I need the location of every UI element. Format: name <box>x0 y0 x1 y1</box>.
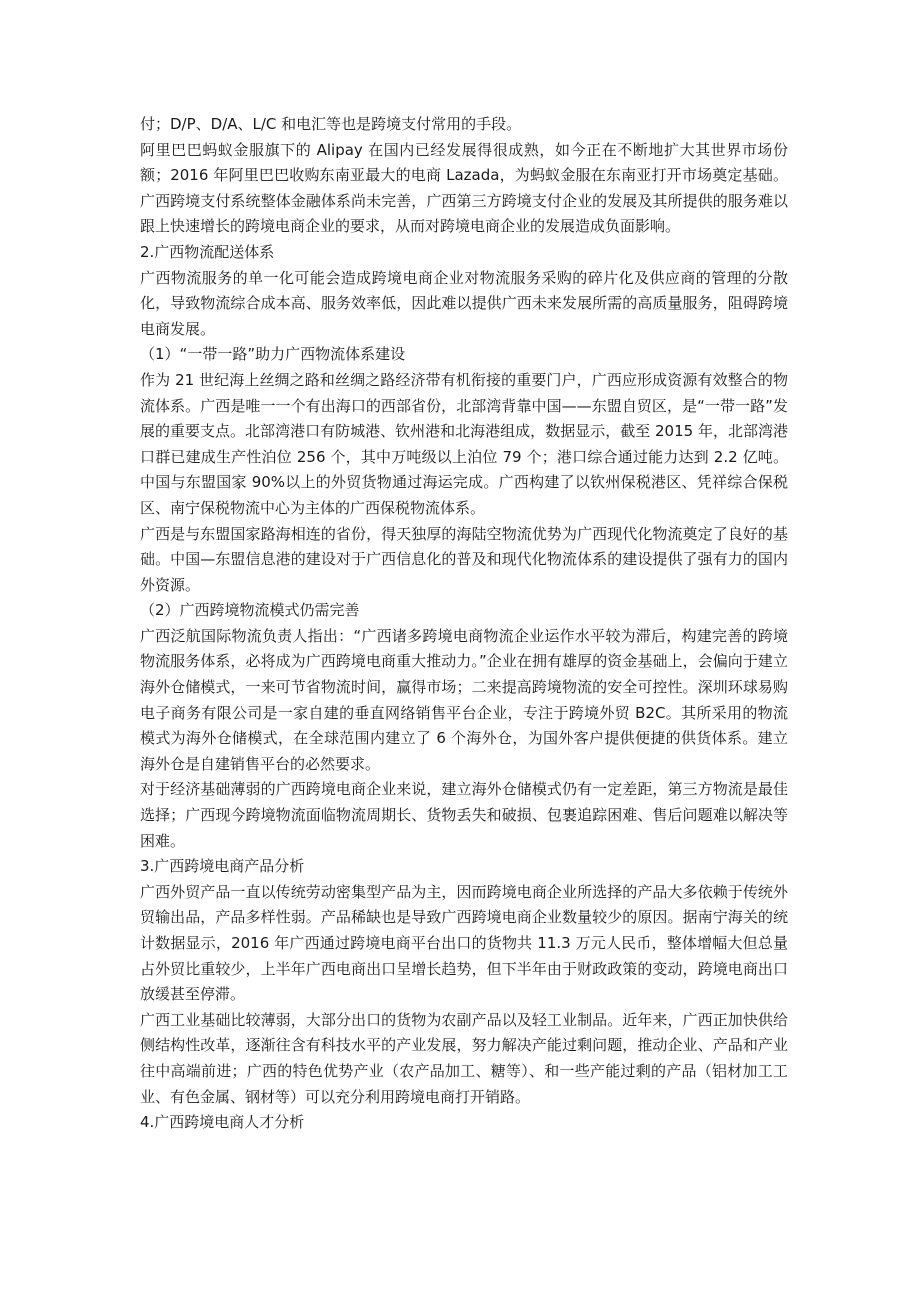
paragraph-payment-methods: 付；D/P、D/A、L/C 和电汇等也是跨境支付常用的手段。 <box>140 115 522 133</box>
paragraph-asean-advantage: 广西是与东盟国家路海相连的省份，得天独厚的海陆空物流优势为广西现代化物流奠定了良好的基础。中国—东盟信息港的建设对于广西信息化的普及和现代化物流体系的建设提供了强有力的国内外资源。 <box>140 524 788 594</box>
paragraph-alipay: 阿里巴巴蚂蚁金服旗下的 Alipay 在国内已经发展得很成熟，如今正在不断地扩大其世界市场份额；2016 年阿里巴巴收购东南亚最大的电商 Lazada，为蚂蚁金服在东南亚打开市场奠定基础。广西跨境支付系统整体金融体系尚未完善，广西第三方跨境支付企业的发展及其所提供的服务难以跟上快速增长的跨境电商企业的要求，从而对跨境电商企业的发展造成负面影响。 <box>140 140 788 236</box>
paragraph-beibu-gulf: 作为 21 世纪海上丝绸之路和丝绸之路经济带有机衔接的重要门户，广西应形成资源有效整合的物流体系。广西是唯一一个有出海口的西部省份，北部湾背靠中国——东盟自贸区，是“一带一路”发展的重要支点。北部湾港口有防城港、钦州港和北海港组成，数据显示，截至 2015 年，北部湾港口群已建成生产性泊位 256 个，其中万吨级以上泊位 79 个；港口综合通过能力达到 2.2 亿吨。中国与东盟国家 90%以上的外贸货物通过海运完成。广西构建了以钦州保税港区、凭祥综合保税区、南宁保税物流中心为主体的广西保税物流体系。 <box>140 370 788 517</box>
paragraph-trade-products: 广西外贸产品一直以传统劳动密集型产品为主，因而跨境电商企业所选择的产品大多依赖于传统外贸输出品，产品多样性弱。产品稀缺也是导致广西跨境电商企业数量较少的原因。据南宁海关的统计数据显示，2016 年广西通过跨境电商平台出口的货物共 11.3 万元人民币，整体增幅大但总量占外贸比重较少，上半年广西电商出口呈增长趋势，但下半年由于财政政策的变动，跨境电商出口放缓甚至停滞。 <box>140 882 788 1004</box>
paragraph-industry-base: 广西工业基础比较薄弱，大部分出口的货物为农副产品以及轻工业制品。近年来，广西正加快供给侧结构性改革，逐渐往含有科技水平的产业发展，努力解决产能过剩问题，推动企业、产品和产业往中高端前进；广西的特色优势产业（农产品加工、糖等）、和一些产能过剩的产品（铝材加工工业、有色金属、钢材等）可以充分利用跨境电商打开销路。 <box>140 1010 788 1106</box>
document-page <box>140 112 788 1136</box>
paragraph-overseas-warehouse: 广西泛航国际物流负责人指出：“广西诸多跨境电商物流企业运作水平较为滞后，构建完善的跨境物流服务体系，必将成为广西跨境电商重大推动力。”企业在拥有雄厚的资金基础上，会偏向于建立海外仓储模式，一来可节省物流时间，赢得市场；二来提高跨境物流的安全可控性。深圳环球易购电子商务有限公司是一家自建的垂直网络销售平台企业，专注于跨境外贸 B2C。其所采用的物流模式为海外仓储模式，在全球范围内建立了 6 个海外仓，为国外客户提供便捷的供货体系。建立海外仓是自建销售平台的必然要求。 <box>140 626 788 773</box>
section-heading-talent: 4.广西跨境电商人才分析 <box>140 1113 305 1132</box>
section-heading-products: 3.广西跨境电商产品分析 <box>140 857 305 876</box>
subheading-belt-road: （1）“一带一路”助力广西物流体系建设 <box>140 345 406 364</box>
section-heading-logistics: 2.广西物流配送体系 <box>140 242 275 261</box>
paragraph-logistics-service: 广西物流服务的单一化可能会造成跨境电商企业对物流服务采购的碎片化及供应商的管理的分散化，导致物流综合成本高、服务效率低，因此难以提供广西未来发展所需的高质量服务，阻碍跨境电商发展。 <box>140 268 788 338</box>
paragraph-third-party-logistics: 对于经济基础薄弱的广西跨境电商企业来说，建立海外仓储模式仍有一定差距，第三方物流是最佳选择；广西现今跨境物流面临物流周期长、货物丢失和破损、包裹追踪困难、售后问题难以解决等困难。 <box>140 780 788 850</box>
subheading-logistics-mode: （2）广西跨境物流模式仍需完善 <box>140 601 360 620</box>
